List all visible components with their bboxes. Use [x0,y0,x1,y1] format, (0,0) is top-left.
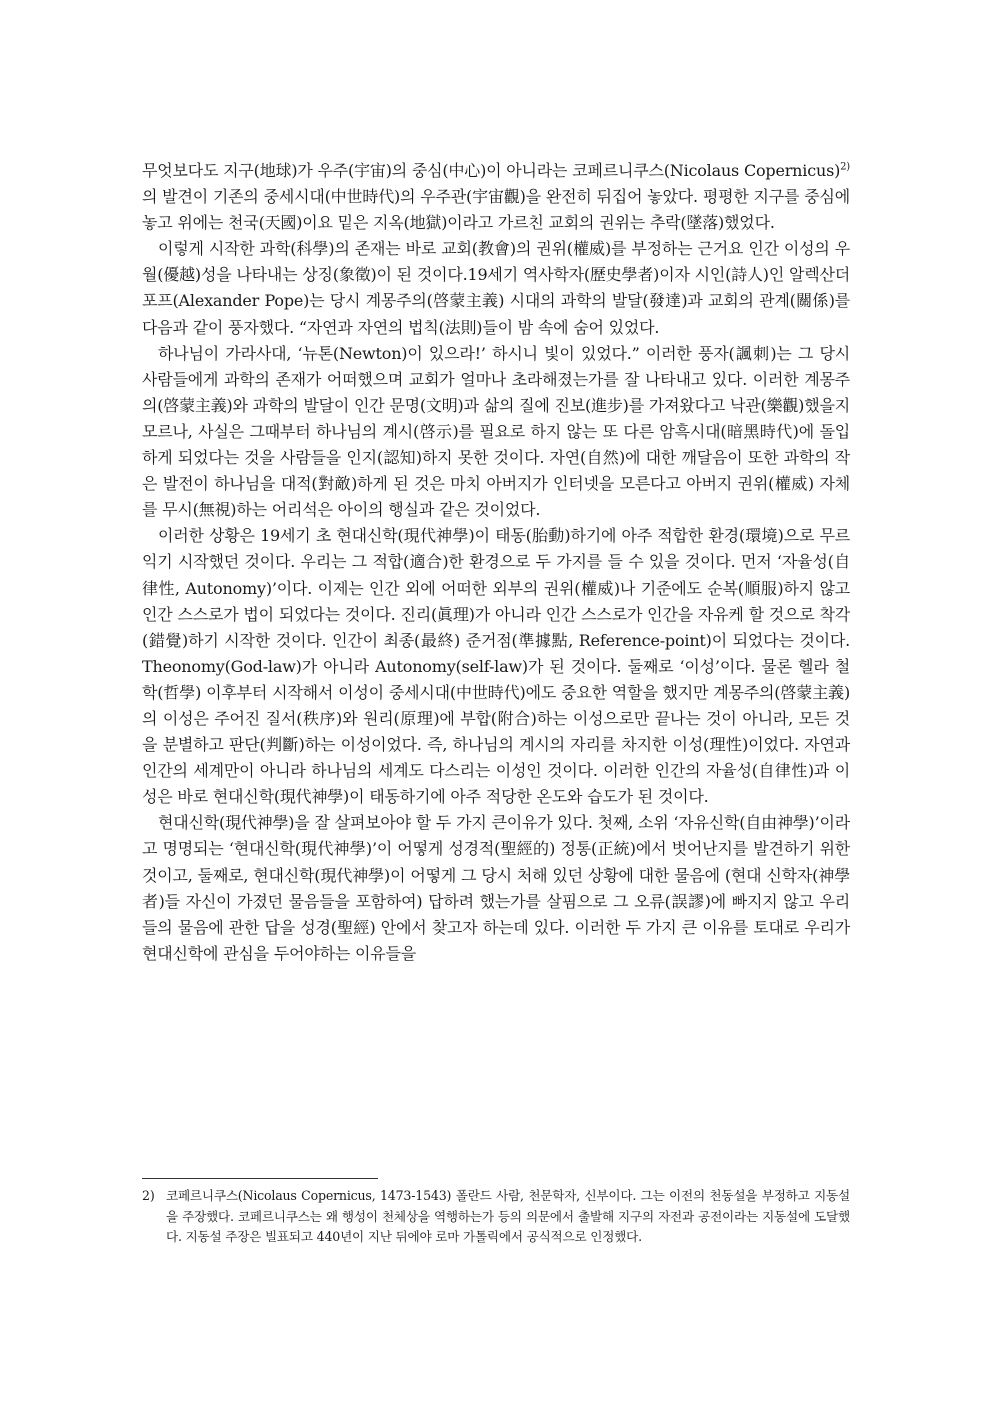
paragraph-2: 이렇게 시작한 과학(科學)의 존재는 바로 교회(教會)의 권위(權威)를 부정하는 근거요 인간 이성의 우월(優越)성을 나타내는 상징(象徵)이 된 것이다.19세기 역사학자(歷史學者)이자 시인(詩人)인 알렉산더 포프(Alexander Pope)는 당시 계몽주의(啓蒙主義) 시대의 과학의 발달(發達)과 교회의 관계(關係)를 다음과 같이 풍자했다. “자연과 자연의 법칙(法則)들이 밤 속에 숨어 있었다. [142,239,850,337]
footnote-reference-2[interactable]: 2) [840,161,850,173]
footnote-text: 코페르니쿠스(Nicolaus Copernicus, 1473-1543) 폴란드 사람, 천문학자, 신부이다. 그는 이전의 천동설을 부정하고 지동설을 주장했다. 코페르니쿠스는 왜 행성이 천체상을 역행하는가 등의 의문에서 출발해 지구의 자전과 공전이라는 지동설에 도달했다. 지동설 주장은 빌표되고 440년이 지난 뒤에야 로마 가톨릭에서 공식적으로 인정했다. [166,1188,850,1244]
paragraph-4: 이러한 상황은 19세기 초 현대신학(現代神學)이 태동(胎動)하기에 아주 적합한 환경(環境)으로 무르익기 시작했던 것이다. 우리는 그 적합(適合)한 환경으로 두 가지를 들 수 있을 것이다. 먼저 ‘자율성(自律性, Autonomy)’이다. 이제는 인간 외에 어떠한 외부의 권위(權威)나 기준에도 순복(順服)하지 않고 인간 스스로가 법이 되었다는 것이다. 진리(眞理)가 아니라 인간 스스로가 인간을 자유케 할 것으로 착각(錯覺)하기 시작한 것이다. 인간이 최종(最終) 준거점(準據點, Reference-point)이 되었다는 것이다. Theonomy(God-law)가 아니라 Autonomy(self-law)가 된 것이다. 둘째로 ‘이성’이다. 물론 헬라 철학(哲學) 이후부터 시작해서 이성이 중세시대(中世時代)에도 중요한 역할을 했지만 계몽주의(啓蒙主義)의 이성은 주어진 질서(秩序)와 원리(原理)에 부합(附合)하는 이성으로만 끝나는 것이 아니라, 모든 것을 분별하고 판단(判斷)하는 이성이었다. 즉, 하나님의 계시의 자리를 차지한 이성(理性)이었다. 자연과 인간의 세계만이 아니라 하나님의 세계도 다스리는 이성인 것이다. 이러한 인간의 자율성(自律性)과 이성은 바로 현대신학(現代神學)이 태동하기에 아주 적당한 온도와 습도가 된 것이다. [142,526,850,807]
paragraph-5: 현대신학(現代神學)을 잘 살펴보아야 할 두 가지 큰이유가 있다. 첫째, 소위 ‘자유신학(自由神學)’이라고 명명되는 ‘현대신학(現代神學)’이 어떻게 성경적(聖經的) 정통(正統)에서 벗어난지를 발견하기 위한 것이고, 둘째로, 현대신학(現代神學)이 어떻게 그 당시 처해 있던 상황에 대한 물음에 (현대 신학자(神學者)들 자신이 가졌던 물음들을 포함하여) 답하려 했는가를 살핌으로 그 오류(誤謬)에 빠지지 않고 우리들의 물음에 관한 답을 성경(聖經) 안에서 찾고자 하는데 있다. 이러한 두 가지 큰 이유를 토대로 우리가 현대신학에 관심을 두어야하는 이유들을 [142,813,850,963]
footnote-separator [142,1178,378,1179]
paragraph-1-text-end: 의 발견이 기존의 중세시대(中世時代)의 우주관(宇宙觀)을 완전히 뒤집어 놓았다. 평평한 지구를 중심에 놓고 위에는 천국(天國)이요 밑은 지옥(地獄)이라고 가르친 교회의 권위는 추락(墜落)했었다. [142,187,850,233]
footnote-2 [142,1186,850,1248]
paragraph-1-text-start: 무엇보다도 지구(地球)가 우주(宇宙)의 중심(中心)이 아니라는 코페르니쿠스(Nicolaus Copernicus) [142,161,841,180]
document-body [142,158,850,967]
paragraph-1 [142,158,850,236]
paragraph-3: 하나님이 가라사대, ‘뉴톤(Newton)이 있으라!’ 하시니 빛이 있었다.” 이러한 풍자(諷刺)는 그 당시 사람들에게 과학의 존재가 어떠했으며 교회가 얼마나 초라해졌는가를 잘 나타내고 있다. 이러한 계몽주의(啓蒙主義)와 과학의 발달이 인간 문명(文明)과 삶의 질에 진보(進步)를 가져왔다고 낙관(樂觀)했을지 모르나, 사실은 그때부터 하나님의 계시(啓示)를 필요로 하지 않는 또 다른 암흑시대(暗黑時代)에 돌입하게 되었다는 것을 사람들을 인지(認知)하지 못한 것이다. 자연(自然)에 대한 깨달음이 또한 과학의 작은 발전이 하나님을 대적(對敵)하게 된 것은 마치 아버지가 인터넷을 모른다고 아버지 권위(權威) 자체를 무시(無視)하는 어리석은 아이의 행실과 같은 것이었다. [142,343,850,520]
footnote-number: 2) [142,1188,155,1203]
